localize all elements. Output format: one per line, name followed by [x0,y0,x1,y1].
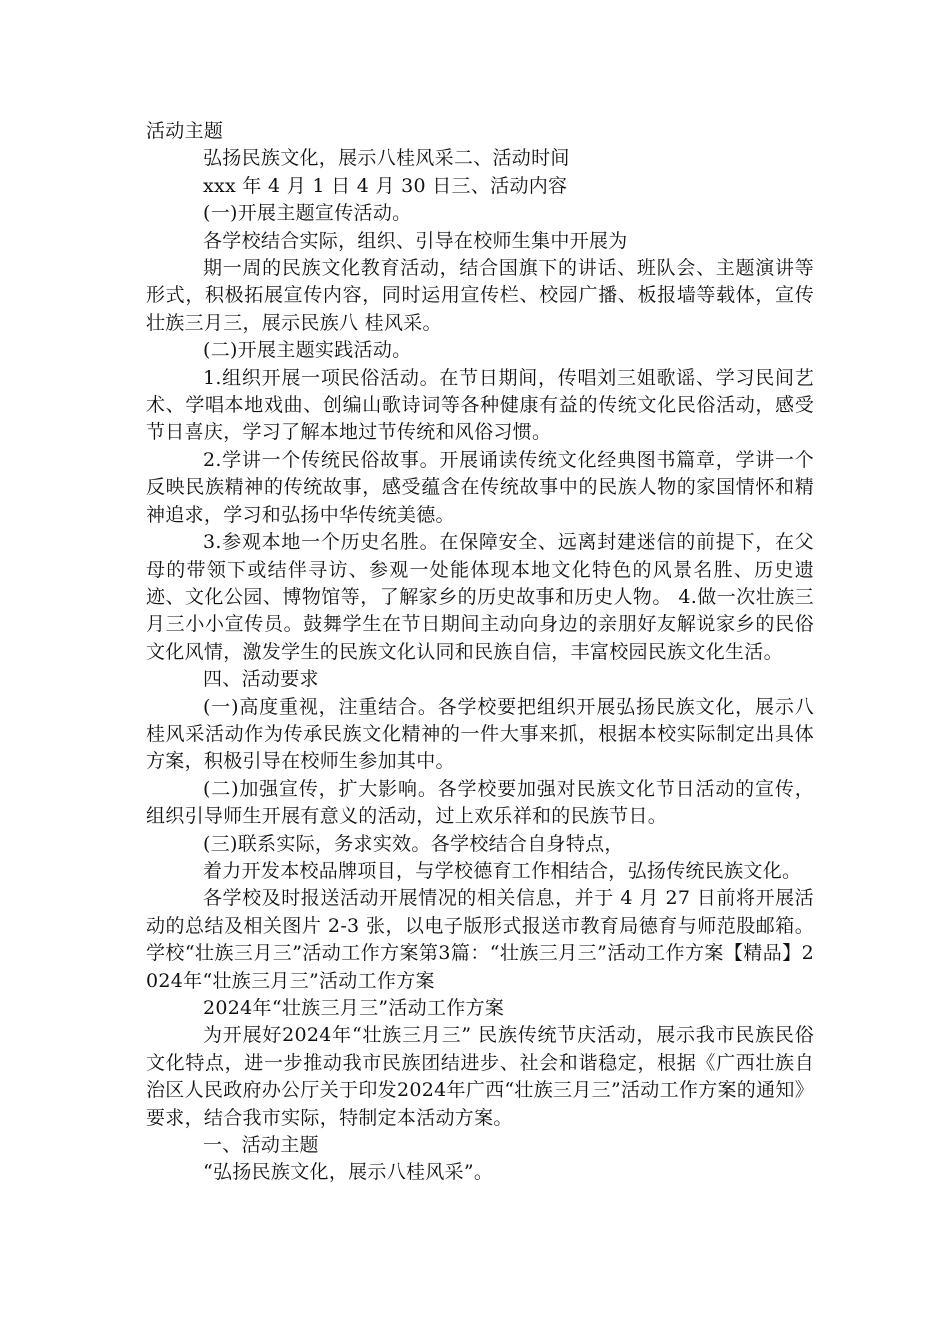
paragraph: 为开展好2024年“壮族三月三” 民族传统节庆活动，展示我市民族民俗文化特点，进一步推动我市民族团结进步、社会和谐稳定，根据《广西壮族自治区人民政府办公厅关于印发2024年广西“壮族三月三”活动工作方案的通知》要求，结合我市实际，特制定本活动方案。 [146,1024,814,1129]
paragraph: 1.组织开展一项民俗活动。在节日期间，传唱刘三姐歌谣、学习民间艺术、学唱本地戏曲、创编山歌诗词等各种健康有益的传统文化民俗活动，感受节日喜庆，学习了解本地过节传统和风俗习惯。 [146,366,814,444]
paragraph: 各学校及时报送活动开展情况的相关信息，并于 4 月 27 日前将开展活动的总结及相关图片 2-3 张，以电子版形式报送市教育局德育与师范股邮箱。 学校“壮族三月三”活动工作方案第3篇：“壮族三月三”活动工作方案【精品】2024年“壮族三月三”活动工作方案 [146,887,814,992]
paragraph: 着力开发本校品牌项目，与学校德育工作相结合，弘扬传统民族文化。 [203,859,802,882]
paragraph: 一、活动主题 [203,1134,319,1157]
paragraph: 各学校结合实际，组织、引导在校师生集中开展为 [203,229,628,252]
paragraph: 2.学讲一个传统民俗故事。开展诵读传统文化经典图书篇章，学讲一个反映民族精神的传统故事，感受蕴含在传统故事中的民族人物的家国情怀和精神追求，学习和弘扬中华传统美德。 [146,448,814,526]
paragraph: 2024年“壮族三月三”活动工作方案 [203,997,505,1019]
paragraph: 3.参观本地一个历史名胜。在保障安全、远离封建迷信的前提下，在父母的带领下或结伴寻访、参观一处能体现本地文化特色的风景名胜、历史遗迹、文化公园、博物馆等，了解家乡的历史故事和历史人物。 4.做一次壮族三月三小小宣传员。鼓舞学生在节日期间主动向身边的亲朋好友解说家乡的民俗文化风情，激发学生的民族文化认同和民族自信，丰富校园民族文化生活。 [146,531,814,663]
paragraph: 弘扬民族文化，展示八桂风采二、活动时间 [203,147,570,170]
paragraph: (一)高度重视，注重结合。各学校要把组织开展弘扬民族文化，展示八桂风采活动作为传承民族文化精神的一件大事来抓，根据本校实际制定出具体方案，积极引导在校师生参加其中。 [146,695,814,773]
paragraph: 四、活动要求 [203,668,319,691]
paragraph: (二)开展主题实践活动。 [203,339,412,362]
paragraph: 期一周的民族文化教育活动，结合国旗下的讲话、班队会、主题演讲等形式，积极拓展宣传内容，同时运用宣传栏、校园广播、板报墙等载体，宣传壮族三月三，展示民族八 桂风采。 [146,257,814,334]
paragraph: (二)加强宣传，扩大影响。各学校要加强对民族文化节日活动的宣传，组织引导师生开展有意义的活动，过上欢乐祥和的民族节日。 [146,777,814,828]
paragraph: “弘扬民族文化，展示八桂风采”。 [203,1161,494,1184]
paragraph: (一)开展主题宣传活动。 [203,202,412,225]
paragraph: (三)联系实际，务求实效。各学校结合自身特点， [203,832,624,855]
document-body [146,118,814,1187]
paragraph: 活动主题 [146,120,224,142]
paragraph: xxx 年 4 月 1 日 4 月 30 日三、活动内容 [203,174,568,197]
